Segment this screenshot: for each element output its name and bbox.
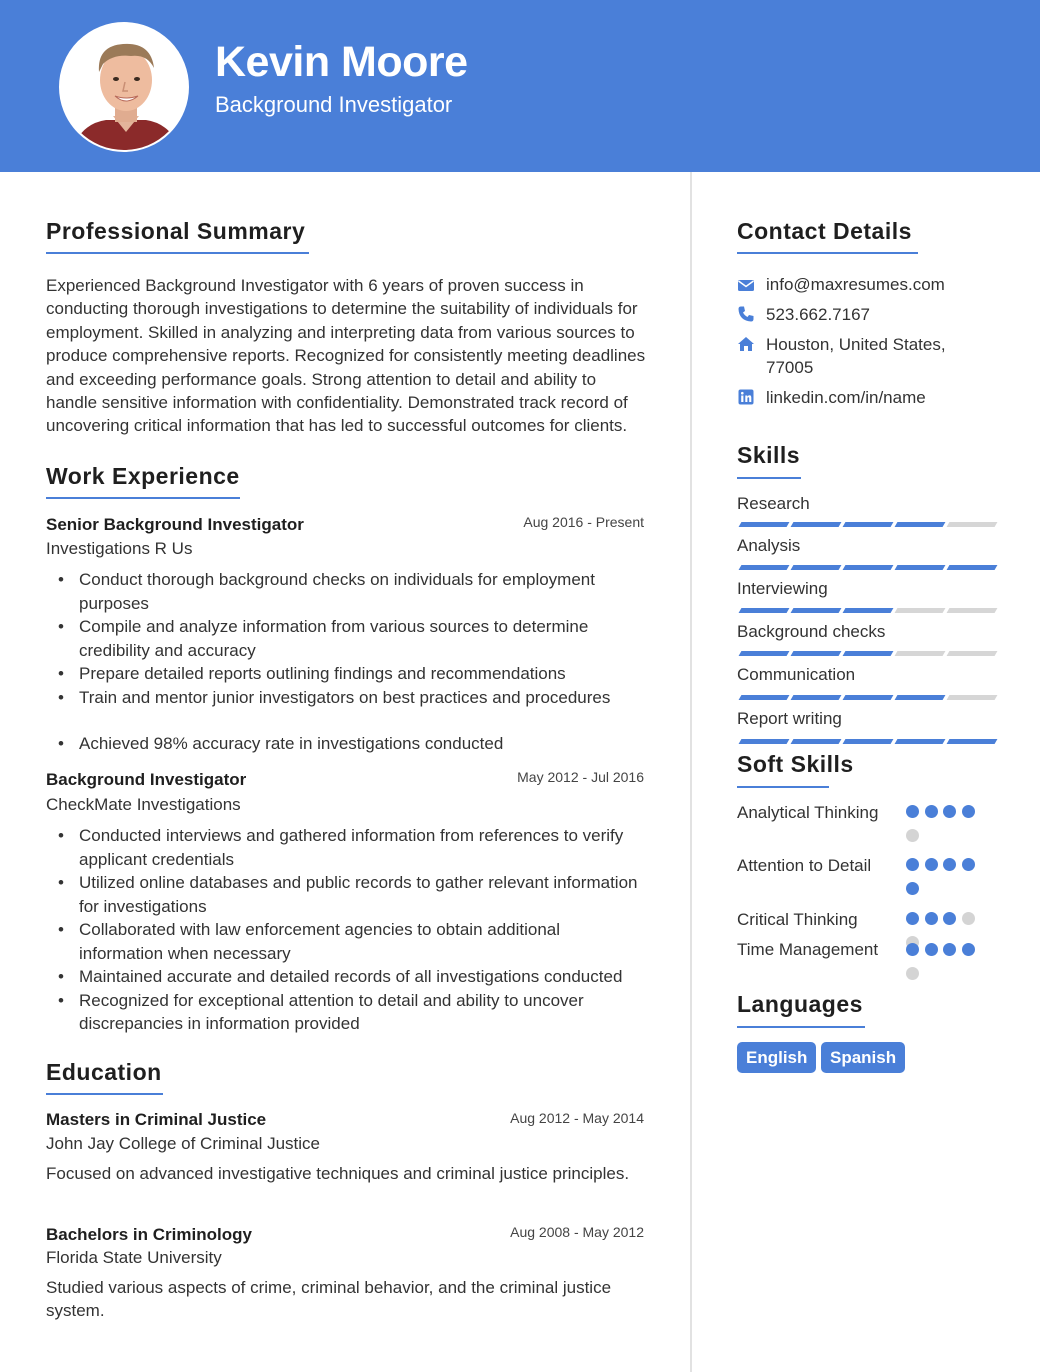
skill-level-segment xyxy=(895,695,946,700)
skill-level-segment xyxy=(843,695,894,700)
skill-name: Analysis xyxy=(737,536,801,555)
skill-level-segment xyxy=(895,522,946,527)
job-bullets xyxy=(46,568,656,756)
bullet-item: • Train and mentor junior investigators on best practices and procedures xyxy=(46,686,656,710)
skill-name: Background checks xyxy=(737,622,886,641)
school-name: John Jay College of Criminal Justice xyxy=(46,1134,321,1153)
soft-skill-dot xyxy=(962,858,975,871)
soft-skills-underline xyxy=(737,786,829,788)
bullet-item: • Compile and analyze information from various sources to determine credibility and accuracy xyxy=(46,615,656,662)
skill-level-segment xyxy=(947,695,998,700)
bullet-item: • Prepare detailed reports outlining findings and recommendations xyxy=(46,662,656,686)
soft-skill-dot xyxy=(962,805,975,818)
contact-underline xyxy=(737,252,918,254)
skills-heading: Skills xyxy=(737,442,801,468)
education-date: Aug 2012 - May 2014 xyxy=(510,1110,644,1126)
skill-level-bar xyxy=(738,695,994,701)
skill-level-segment xyxy=(843,565,894,570)
soft-skill-dot xyxy=(943,943,956,956)
soft-skills-heading: Soft Skills xyxy=(737,751,854,777)
summary-underline xyxy=(46,252,309,254)
skill-level-segment xyxy=(791,651,842,656)
skill-level-segment xyxy=(843,739,894,744)
skill-level-segment xyxy=(843,522,894,527)
soft-skill-dot xyxy=(943,805,956,818)
language-badge: English xyxy=(737,1042,816,1073)
avatar-portrait-icon xyxy=(61,24,189,152)
resume-header xyxy=(0,0,1040,172)
bullet-item: • Conduct thorough background checks on individuals for employment purposes xyxy=(46,568,656,615)
school-name: Florida State University xyxy=(46,1248,222,1267)
bullet-item: • Achieved 98% accuracy rate in investigations conducted xyxy=(46,732,656,756)
soft-skill-dot xyxy=(925,858,938,871)
bullet-item: • Recognized for exceptional attention to detail and ability to uncover discrepancies in information provided xyxy=(46,989,646,1036)
contact-linkedin[interactable]: linkedin.com/in/name xyxy=(766,388,926,407)
skill-level-segment xyxy=(947,522,998,527)
candidate-title: Background Investigator xyxy=(215,92,453,117)
skill-level-bar xyxy=(738,608,994,614)
skill-level-segment xyxy=(739,522,790,527)
contact-heading: Contact Details xyxy=(737,218,912,244)
soft-skill-dot xyxy=(906,858,919,871)
soft-skill-dot xyxy=(906,912,919,925)
soft-skill-dot xyxy=(925,805,938,818)
skill-level-segment xyxy=(895,608,946,613)
soft-skill-dot xyxy=(962,943,975,956)
skill-level-segment xyxy=(843,651,894,656)
skills-underline xyxy=(737,477,801,479)
skill-level-segment xyxy=(947,608,998,613)
skill-level-segment xyxy=(739,651,790,656)
education-heading: Education xyxy=(46,1059,162,1085)
skill-level-segment xyxy=(843,608,894,613)
job-date: Aug 2016 - Present xyxy=(523,514,644,530)
soft-skill-dot xyxy=(925,943,938,956)
profile-photo xyxy=(59,22,189,152)
skill-level-segment xyxy=(739,695,790,700)
bullet-item: • Utilized online databases and public records to gather relevant information for investigations xyxy=(46,871,646,918)
skill-name: Report writing xyxy=(737,709,842,728)
bullet-item: • Conducted interviews and gathered information from references to verify applicant credentials xyxy=(46,824,646,871)
soft-skill-dot xyxy=(906,829,919,842)
soft-skill-name: Critical Thinking xyxy=(737,910,858,929)
job-company: CheckMate Investigations xyxy=(46,795,241,814)
skill-level-segment xyxy=(791,565,842,570)
skill-level-segment xyxy=(791,608,842,613)
skill-level-segment xyxy=(947,651,998,656)
soft-skill-name: Time Management xyxy=(737,940,879,959)
contact-location: Houston, United States, 77005 xyxy=(766,335,946,378)
skill-level-segment xyxy=(739,608,790,613)
envelope-icon xyxy=(737,276,755,294)
skill-level-bar xyxy=(738,522,994,528)
skill-name: Communication xyxy=(737,665,856,684)
skill-level-segment xyxy=(895,739,946,744)
education-date: Aug 2008 - May 2012 xyxy=(510,1224,644,1240)
education-description: Studied various aspects of crime, criminal behavior, and the criminal justice system. xyxy=(46,1278,612,1321)
column-divider xyxy=(690,172,692,1372)
skill-level-bar xyxy=(738,739,994,745)
contact-email[interactable]: info@maxresumes.com xyxy=(766,275,945,294)
skill-level-segment xyxy=(791,739,842,744)
bullet-item: • Collaborated with law enforcement agencies to obtain additional information when necessary xyxy=(46,918,646,965)
degree-title: Masters in Criminal Justice xyxy=(46,1110,267,1129)
skill-level-segment xyxy=(791,695,842,700)
degree-title: Bachelors in Criminology xyxy=(46,1225,252,1244)
education-description: Focused on advanced investigative techniques and criminal justice principles. xyxy=(46,1164,630,1183)
soft-skill-dot xyxy=(906,882,919,895)
summary-text: Experienced Background Investigator with 6 years of proven success in conducting thorough investigations to determine the suitability of individuals for employment. Skilled in analyzing and interpreting data from various sources to produce comprehensive reports. Recognized for consistently meeting deadlines and exceeding performance goals. Strong attention to detail and ability to handle sensitive information with confidentiality. Demonstrated track record of uncovering critical information that has led to successful outcomes for clients. xyxy=(46,276,646,436)
job-title: Background Investigator xyxy=(46,770,247,789)
bullet-item: • Maintained accurate and detailed records of all investigations conducted xyxy=(46,965,646,989)
skill-level-segment xyxy=(895,565,946,570)
skill-level-segment xyxy=(947,565,998,570)
soft-skill-dot xyxy=(906,805,919,818)
job-title: Senior Background Investigator xyxy=(46,515,304,534)
soft-skill-name: Attention to Detail xyxy=(737,856,872,875)
skill-level-segment xyxy=(791,522,842,527)
job-date: May 2012 - Jul 2016 xyxy=(517,769,644,785)
phone-icon xyxy=(737,305,755,323)
skill-level-bar xyxy=(738,651,994,657)
skill-level-bar xyxy=(738,565,994,571)
skill-level-segment xyxy=(947,739,998,744)
job-company: Investigations R Us xyxy=(46,539,193,558)
language-badge: Spanish xyxy=(821,1042,905,1073)
job-bullets xyxy=(46,824,646,1036)
soft-skill-dot xyxy=(962,912,975,925)
skill-level-segment xyxy=(739,739,790,744)
soft-skill-dot xyxy=(943,912,956,925)
skill-level-segment xyxy=(739,565,790,570)
languages-underline xyxy=(737,1026,865,1028)
contact-phone: 523.662.7167 xyxy=(766,305,870,324)
skill-name: Research xyxy=(737,494,810,513)
experience-underline xyxy=(46,497,240,499)
soft-skill-dot xyxy=(906,943,919,956)
education-underline xyxy=(46,1093,163,1095)
soft-skill-dot xyxy=(906,967,919,980)
home-icon xyxy=(737,335,755,353)
soft-skill-dot xyxy=(943,858,956,871)
soft-skill-dot xyxy=(925,912,938,925)
experience-heading: Work Experience xyxy=(46,463,240,489)
skill-name: Interviewing xyxy=(737,579,828,598)
summary-heading: Professional Summary xyxy=(46,218,306,244)
skill-level-segment xyxy=(895,651,946,656)
languages-heading: Languages xyxy=(737,991,863,1017)
candidate-name: Kevin Moore xyxy=(215,38,468,86)
soft-skill-name: Analytical Thinking xyxy=(737,803,879,822)
linkedin-icon xyxy=(737,388,755,406)
